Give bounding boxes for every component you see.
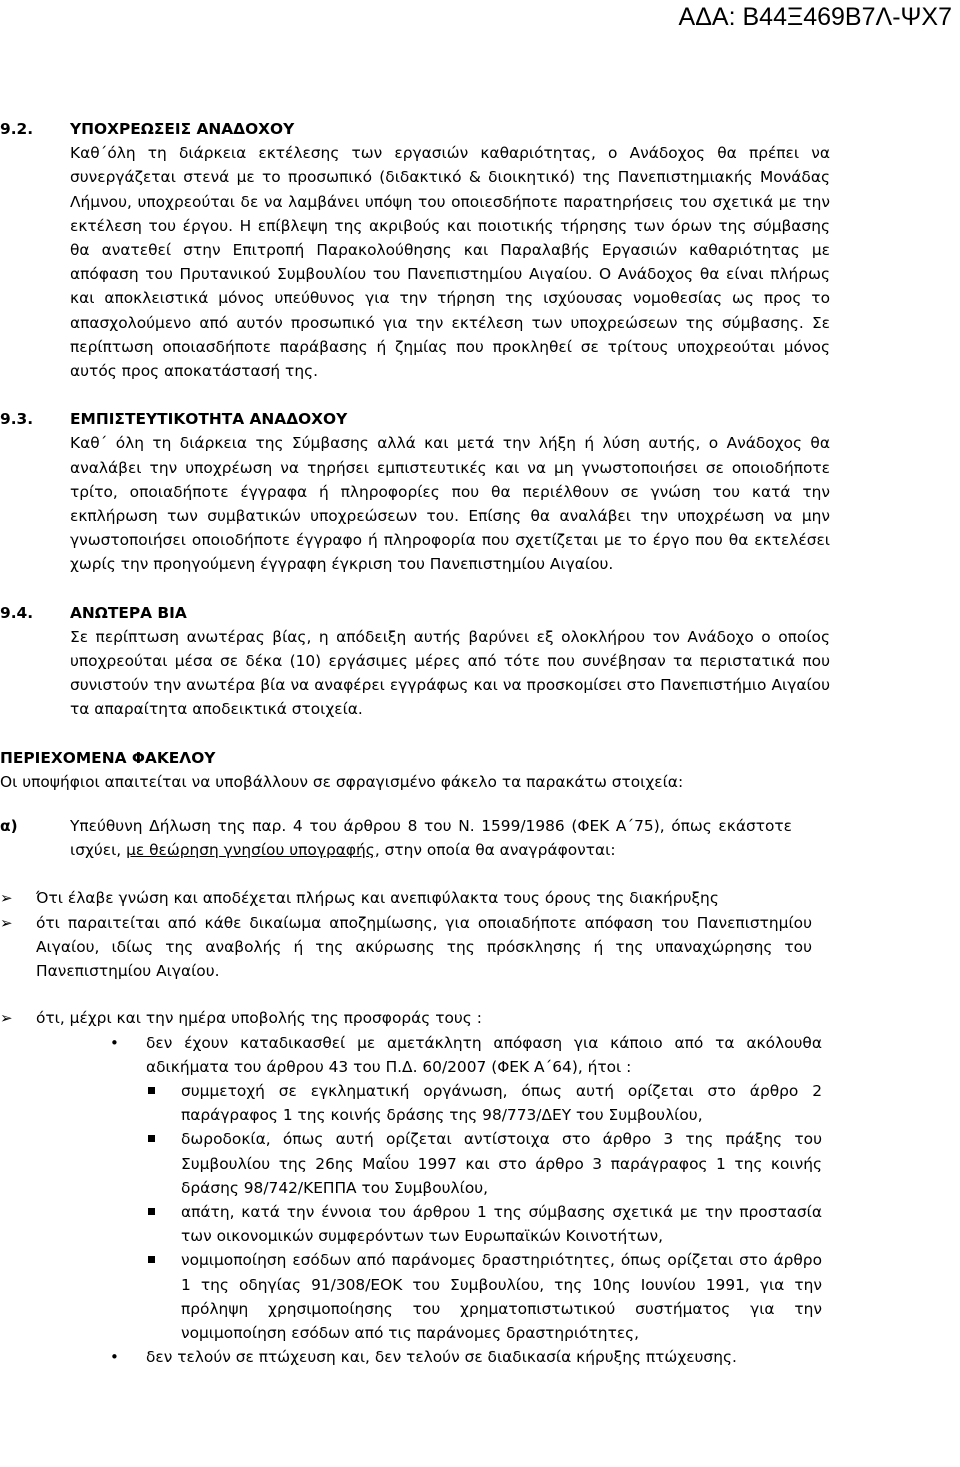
arrow-item-text: ότι παραιτείται από κάθε δικαίωμα αποζημίωσης, για οποιαδήποτε απόφαση του Πανεπιστημίου Αιγαίου, ιδίως της αναβολής ή της ακύρωσης της πρόσκλησης ή της υπαναχώρησης του Πανεπιστημίου Αιγαίου.	[36, 913, 812, 981]
arrow-bullet-icon: ➢	[0, 889, 13, 908]
section-paragraph: Καθ΄ όλη τη διάρκεια της Σύμβασης αλλά και μετά την λήξη ή λύση αυτής, ο Ανάδοχος θα αναλάβει την υποχρέωση να τηρήσει εμπιστευτικές και να μη γνωστοποιήσει σε οποιοδήποτε τρίτο, οποιαδήποτε έγγραφα ή πληροφορίες που θα περιέλθουν σε γνώση του κατά την εκπλήρωση των συμβατικών υποχρεώσεων του. Επίσης θα αναλάβει την υποχρέωση να μην γνωστοποιήσει οποιοδήποτε έγγραφο ή πληροφορία που σχετίζεται με το έργο που θα εκτελέσει χωρίς την προηγούμενη έγγραφη έγκριση του Πανεπιστημίου Αιγαίου.	[70, 434, 830, 574]
item-a-text-post: , στην οποία θα αναγράφονται:	[374, 841, 616, 860]
arrow-item	[0, 911, 960, 984]
square-item-text: απάτη, κατά την έννοια του άρθρου 1 της σύμβασης σχετικά με την προστασία των οικονομικών συμφερόντων των Ευρωπαϊκών Κοινοτήτων,	[181, 1202, 822, 1246]
arrow-list	[0, 886, 960, 1030]
square-item	[146, 1127, 960, 1200]
square-bullet-icon	[148, 1256, 155, 1263]
square-item	[146, 1079, 960, 1127]
section-number: 9.3.	[0, 410, 34, 429]
item-a-underlined: με θεώρηση γνησίου υπογραφής	[126, 841, 375, 860]
arrow-bullet-icon: ➢	[0, 913, 13, 932]
item-a	[0, 814, 960, 862]
item-a-label: α)	[0, 817, 18, 836]
square-bullet-icon	[148, 1135, 155, 1142]
arrow-item	[0, 886, 960, 910]
section-number: 9.4.	[0, 603, 34, 622]
section-9-4	[0, 601, 960, 722]
square-item	[146, 1248, 960, 1345]
dot-bullet-icon: •	[110, 1033, 119, 1052]
square-bullet-icon	[148, 1208, 155, 1215]
section-number: 9.2.	[0, 120, 34, 138]
bullet-item-text: δεν τελούν σε πτώχευση και, δεν τελούν σε διαδικασία κήρυξης πτώχευσης.	[146, 1348, 737, 1367]
square-list	[146, 1079, 960, 1345]
item-a-text-pre: Υπεύθυνη Δήλωση της παρ. 4 του άρθρου 8 του Ν. 1599/1986 (ΦΕΚ Α΄75), όπως εκάστοτε ισχύει,	[70, 817, 792, 860]
section-title: ΑΝΩΤΕΡΑ ΒΙΑ	[70, 603, 187, 622]
section-title: ΕΜΠΙΣΤΕΥΤΙΚΟΤΗΤΑ ΑΝΑΔΟΧΟΥ	[70, 410, 348, 429]
section-9-3	[0, 407, 960, 576]
dot-bullet-icon: •	[110, 1348, 119, 1367]
arrow-item	[0, 1006, 960, 1030]
document-page	[0, 117, 960, 1369]
item-a-text	[70, 814, 792, 862]
section-title: ΥΠΟΧΡΕΩΣΕΙΣ ΑΝΑΔΟΧΟΥ	[70, 120, 295, 138]
square-bullet-icon	[148, 1087, 155, 1094]
bullet-item-text: δεν έχουν καταδικασθεί με αμετάκλητη απόφαση για κάποιο από τα ακόλουθα αδικήματα του άρθρου 43 του Π.Δ. 60/2007 (ΦΕΚ Α΄64), ήτοι :	[146, 1033, 822, 1076]
section-9-2	[0, 117, 960, 383]
bullet-item	[100, 1345, 960, 1369]
contents-heading: ΠΕΡΙΕΧΟΜΕΝΑ ΦΑΚΕΛΟΥ	[0, 748, 216, 767]
contents-intro: Οι υποψήφιοι απαιτείται να υποβάλλουν σε σφραγισμένο φάκελο τα παρακάτω στοιχεία:	[0, 772, 684, 791]
arrow-bullet-icon: ➢	[0, 1009, 13, 1028]
ada-code: ΑΔΑ: Β44Ξ469Β7Λ-ΨΧ7	[678, 3, 952, 31]
section-paragraph: Καθ΄όλη τη διάρκεια εκτέλεσης των εργασιών καθαριότητας, ο Ανάδοχος θα πρέπει να συνεργάζεται στενά με το προσωπικό (διδακτικό & διοικητικό) της Πανεπιστημιακής Μονάδας Λήμνου, υποχρεούται δε να λαμβάνει υπόψη του οποιεσδήποτε παρατηρήσεις του σχετικά με την εκτέλεση του έργου. Η επίβλεψη της ακριβούς και ποιοτικής τήρησης των όρων της σύμβασης θα ανατεθεί στην Επιτροπή Παρακολούθησης και Παραλαβής Εργασιών καθαριότητας με απόφαση του Πρυτανικού Συμβουλίου του Πανεπιστημίου Αιγαίου. Ο Ανάδοχος θα είναι πλήρως και αποκλειστικά μόνος υπεύθυνος για την τήρηση της ισχύουσας νομοθεσίας ως προς το απασχολούμενο από αυτόν προσωπικό για την εκτέλεση των υποχρεώσεων της σύμβασης. Σε περίπτωση οποιασδήποτε παράβασης ή ζημίας που προκληθεί σε τρίτους υποχρεούται μόνος αυτός προς αποκατάστασή της.	[70, 144, 830, 381]
arrow-item-text: Ότι έλαβε γνώση και αποδέχεται πλήρως και ανεπιφύλακτα τους όρους της διακήρυξης	[36, 889, 719, 908]
square-item	[146, 1200, 960, 1248]
bullet-list	[100, 1031, 960, 1370]
square-item-text: δωροδοκία, όπως αυτή ορίζεται αντίστοιχα στο άρθρο 3 της πράξης του Συμβουλίου της 26ης Μαΐου 1997 και στο άρθρο 3 παράγραφος 1 της κοινής δράσης 98/742/ΚΕΠΠΑ του Συμβουλίου,	[181, 1130, 822, 1197]
arrow-item-text: ότι, μέχρι και την ημέρα υποβολής της προσφοράς τους :	[36, 1009, 482, 1028]
bullet-item	[100, 1031, 960, 1079]
square-item-text: νομιμοποίηση εσόδων από παράνομες δραστηριότητες, όπως ορίζεται στο άρθρο 1 της οδηγίας 91/308/ΕΟΚ του Συμβουλίου, της 10ης Ιουνίου 1991, για την πρόληψη χρησιμοποίησης του χρηματοπιστωτικού συστήματος για την νομιμοποίηση εσόδων από τις παράνομες δραστηριότητες,	[181, 1251, 822, 1342]
section-paragraph: Σε περίπτωση ανωτέρας βίας, η απόδειξη αυτής βαρύνει εξ ολοκλήρου τον Ανάδοχο ο οποίος υποχρεούται μέσα σε δέκα (10) εργάσιμες μέρες από τότε που συνέβησαν τα περιστατικά που συνιστούν την ανωτέρα βία να αναφέρει εγγράφως και να προσκομίσει στο Πανεπιστήμιο Αιγαίου τα απαραίτητα αποδεικτικά στοιχεία.	[70, 627, 830, 719]
square-item-text: συμμετοχή σε εγκληματική οργάνωση, όπως αυτή ορίζεται στο άρθρο 2 παράγραφος 1 της κοινής δράσης της 98/773/ΔΕΥ του Συμβουλίου,	[181, 1081, 822, 1125]
